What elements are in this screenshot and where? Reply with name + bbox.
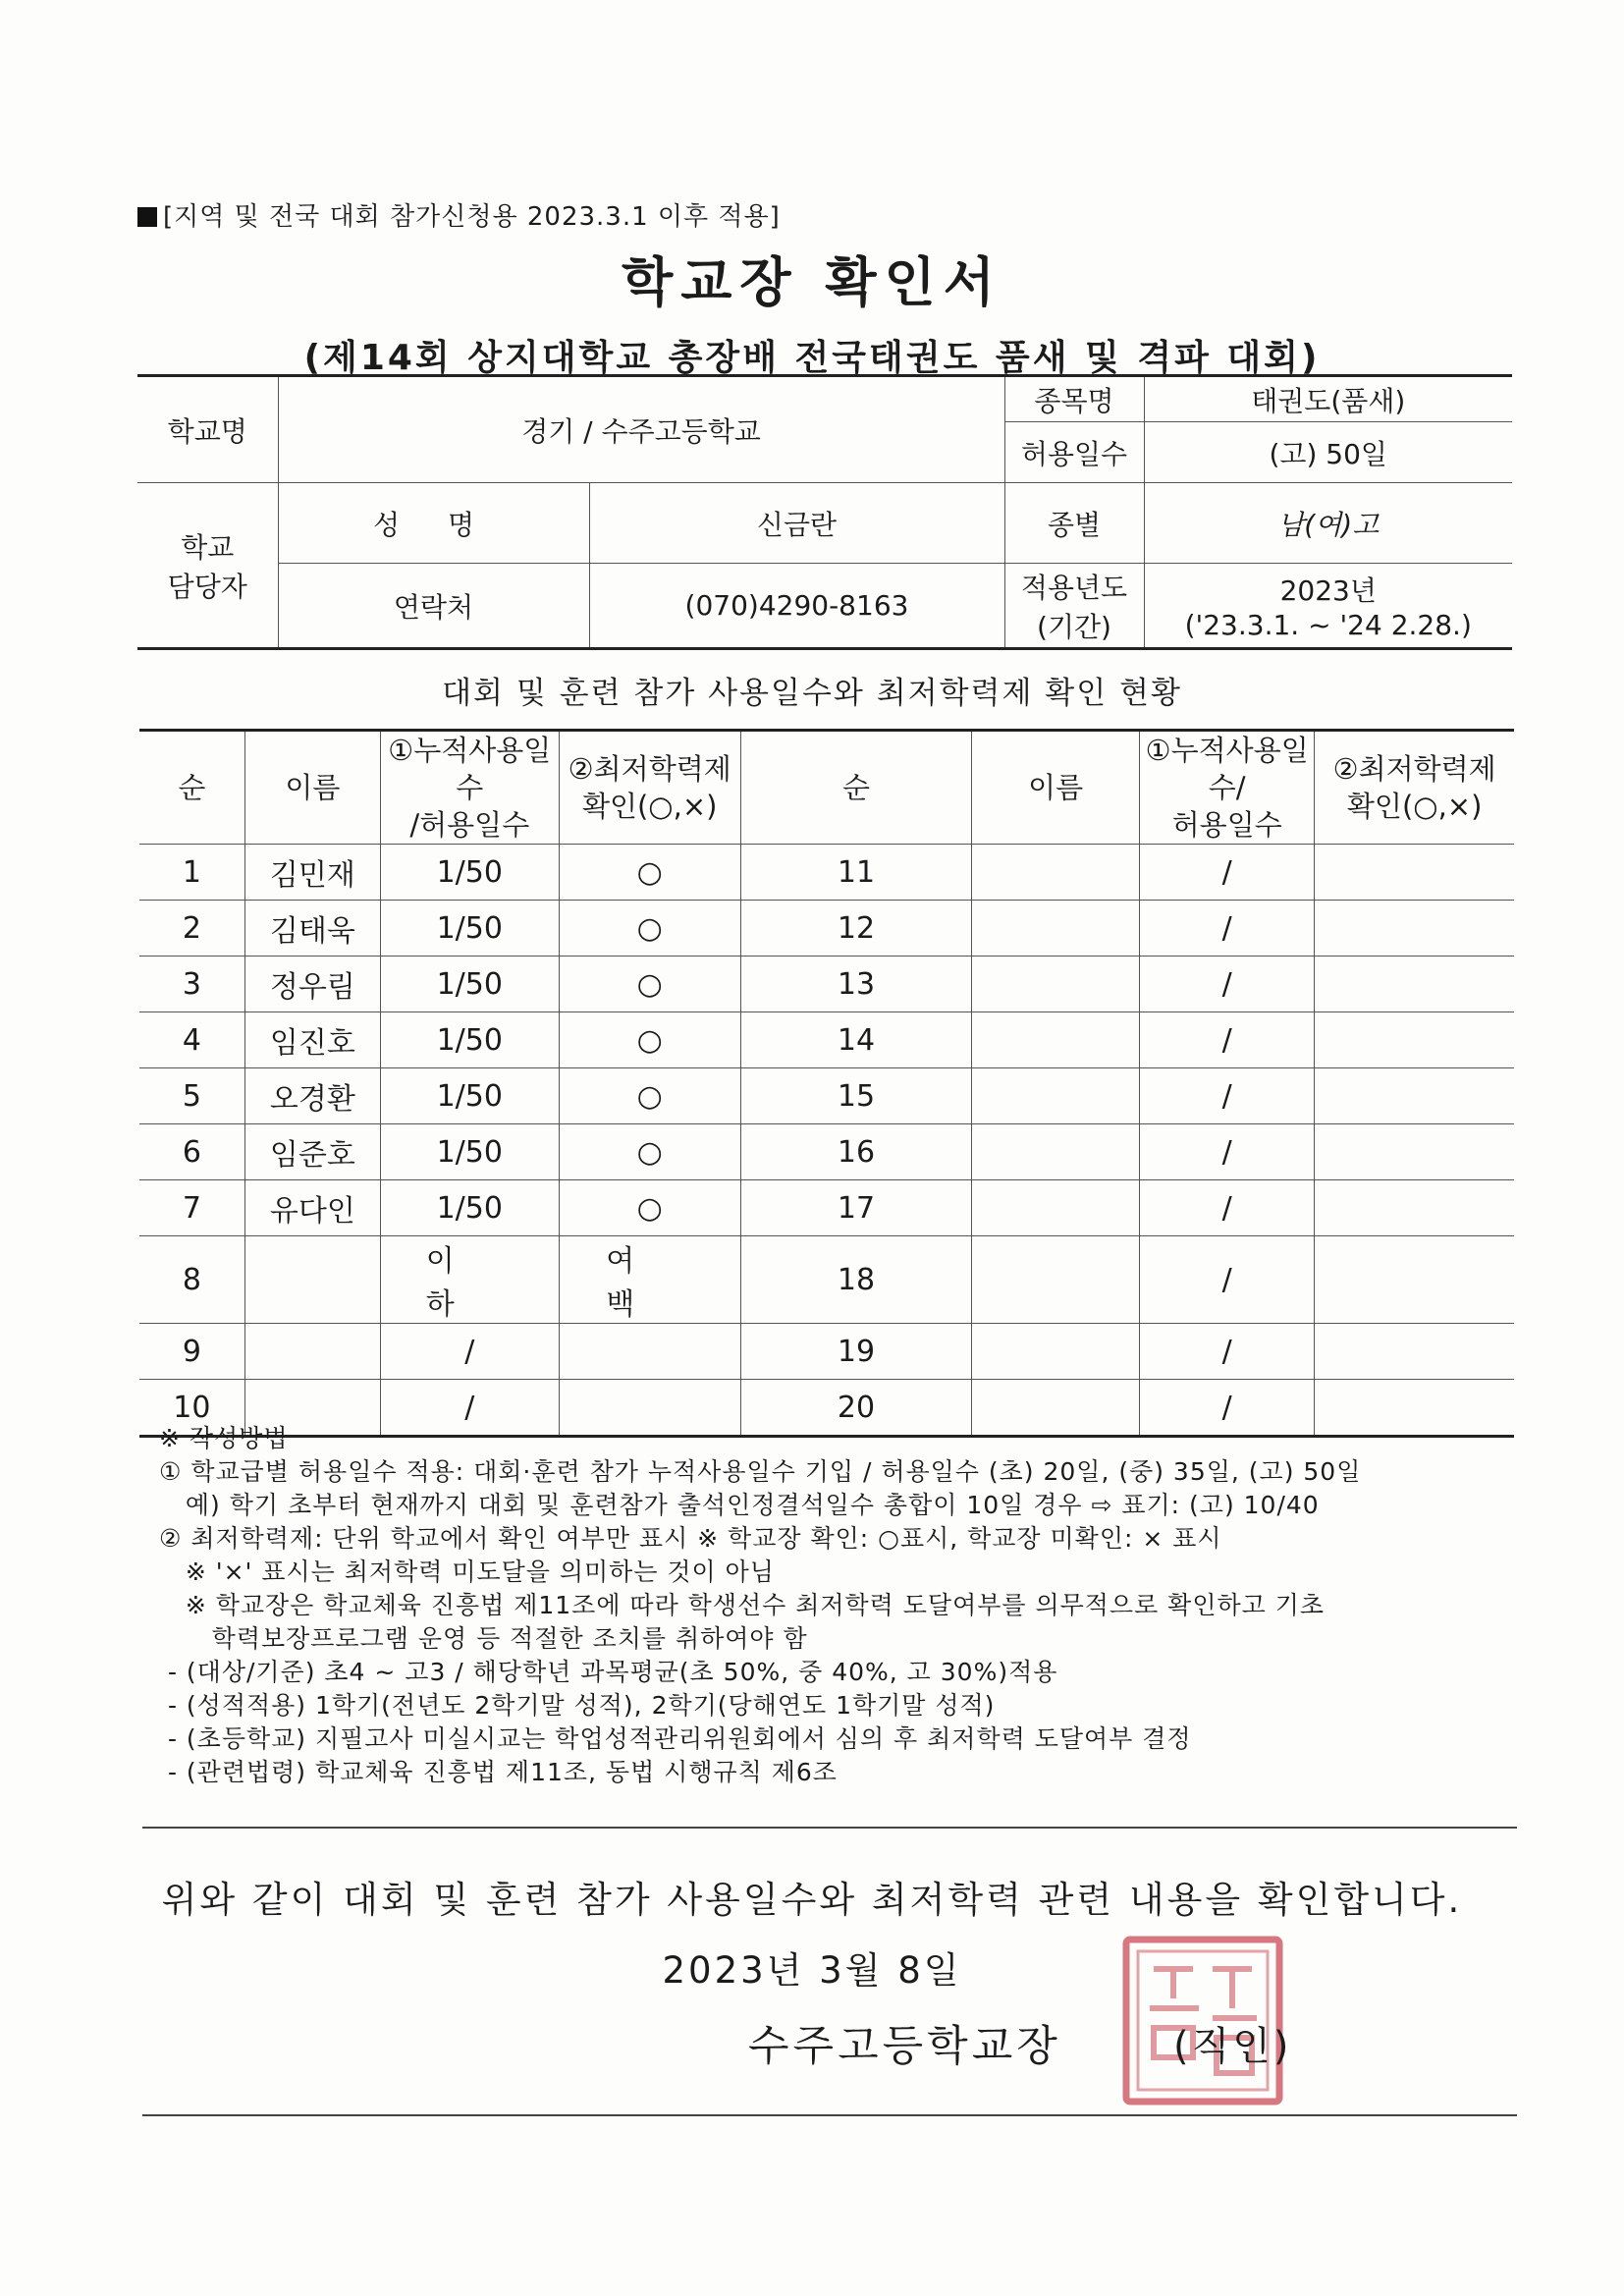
header-check [559, 731, 740, 845]
cell-no: 9 [139, 1324, 244, 1380]
cell-days-r: / [1140, 1068, 1315, 1124]
cell-check: ○ [559, 1068, 740, 1124]
table-row [139, 1324, 1514, 1380]
cell-no-r: 11 [740, 845, 971, 901]
cell-check-r [1315, 1324, 1514, 1380]
cell-name: 임진호 [244, 1012, 380, 1068]
cell-check-r [1315, 901, 1514, 957]
cell-no-r: 14 [740, 1012, 971, 1068]
note-line: 예) 학기 초부터 현재까지 대회 및 훈련참가 출석인정결석일수 총합이 10일 경우 ⇨ 표기: (고) 10/40 [159, 1491, 1320, 1519]
event-label: 종목명 [1004, 376, 1144, 422]
cell-check-r [1315, 1012, 1514, 1068]
cell-no: 4 [139, 1012, 244, 1068]
cell-check: ○ [559, 1012, 740, 1068]
year-label-line2: (기간) [1037, 610, 1111, 643]
note-line: - (대상/기준) 초4 ~ 고3 / 해당학년 과목평균(초 50%, 중 40%, 고 30%)적용 [159, 1658, 1058, 1686]
note-line: ※ '×' 표시는 최저학력 미도달을 의미하는 것이 아님 [159, 1558, 775, 1586]
status-title: 대회 및 훈련 참가 사용일수와 최저학력제 확인 현황 [442, 676, 1182, 711]
contact-value: (070)4290-8163 [589, 564, 1004, 649]
header-days-line2: /허용일수 [409, 808, 530, 842]
cell-check-r [1315, 845, 1514, 901]
cell-no: 5 [139, 1068, 244, 1124]
cell-name-r [972, 1236, 1140, 1324]
manager-label-line1: 학교 [181, 530, 235, 564]
header-check-line1: ②최저학력제 [568, 752, 731, 786]
cell-days: 1/50 [380, 845, 559, 901]
participants-table [139, 729, 1514, 1438]
cell-no-r: 12 [740, 901, 971, 957]
manager-label-line2: 담당자 [167, 570, 247, 603]
table-row [139, 957, 1514, 1012]
cell-name-r [972, 1180, 1140, 1236]
cell-name [244, 1324, 380, 1380]
cell-days-r: / [1140, 1380, 1315, 1437]
table-body [139, 845, 1514, 1437]
school-label: 학교명 [137, 376, 278, 483]
year-value-line2: ('23.3.1. ~ '24 2.28.) [1184, 609, 1472, 641]
table-row [139, 1180, 1514, 1236]
cell-days: 1/50 [380, 1124, 559, 1180]
school-value: 경기 / 수주고등학교 [278, 376, 1004, 483]
table-row [139, 1012, 1514, 1068]
cell-no-r: 16 [740, 1124, 971, 1180]
cell-no: 1 [139, 845, 244, 901]
name-value: 신금란 [589, 483, 1004, 564]
header-name-right: 이름 [972, 731, 1140, 845]
notice-text: [지역 및 전국 대회 참가신청용 2023.3.1 이후 적용] [163, 202, 781, 232]
table-row [139, 1068, 1514, 1124]
cell-name-r [972, 901, 1140, 957]
header-check-right-line1: ②최저학력제 [1332, 752, 1496, 786]
cell-no-r: 18 [740, 1236, 971, 1324]
note-line: 학력보장프로그램 운영 등 적절한 조치를 취하여야 함 [159, 1624, 808, 1653]
cell-check: ○ [559, 1180, 740, 1236]
cell-days: / [380, 1380, 559, 1437]
cell-name: 정우림 [244, 957, 380, 1012]
name-label: 성 명 [278, 483, 589, 564]
cell-name-r [972, 1324, 1140, 1380]
header-no: 순 [139, 731, 244, 845]
contact-label: 연락처 [278, 564, 589, 649]
cell-name [244, 1236, 380, 1324]
year-label [1004, 564, 1144, 649]
cell-no: 2 [139, 901, 244, 957]
cell-no-r: 15 [740, 1068, 971, 1124]
cell-days-r: / [1140, 845, 1315, 901]
cell-days-r: / [1140, 1180, 1315, 1236]
cell-days: 1/50 [380, 1180, 559, 1236]
cell-no-r: 13 [740, 957, 971, 1012]
document-subtitle: (제14회 상지대학교 총장배 전국태권도 품새 및 격파 대회) [303, 338, 1321, 378]
cell-check-r [1315, 957, 1514, 1012]
writing-instructions [159, 1422, 1534, 1789]
header-days-right-line2: 허용일수 [1171, 808, 1282, 842]
cell-days: 이 하 [380, 1236, 559, 1324]
header-check-line2: 확인(○,×) [581, 790, 718, 823]
principal-name: 수주고등학교장 [748, 2022, 1061, 2071]
divider-bottom [142, 2114, 1517, 2116]
header-name: 이름 [244, 731, 380, 845]
cell-days: 1/50 [380, 1012, 559, 1068]
note-line: ① 학교급별 허용일수 적용: 대회·훈련 참가 누적사용일수 기입 / 허용일수 (초) 20일, (중) 35일, (고) 50일 [159, 1457, 1362, 1486]
cell-no-r: 20 [740, 1380, 971, 1437]
table-row [139, 845, 1514, 901]
cell-check-r [1315, 1236, 1514, 1324]
cell-days-r: / [1140, 1124, 1315, 1180]
cell-check: ○ [559, 1124, 740, 1180]
note-line: ※ 작성방법 [159, 1424, 289, 1452]
cell-check [559, 1324, 740, 1380]
cell-no: 10 [139, 1380, 244, 1437]
cell-name-r [972, 1124, 1140, 1180]
cell-no-r: 17 [740, 1180, 971, 1236]
cell-name: 유다인 [244, 1180, 380, 1236]
cell-days: 1/50 [380, 957, 559, 1012]
document-title: 학교장 확인서 [622, 251, 1002, 313]
table-row [139, 901, 1514, 957]
cell-no: 8 [139, 1236, 244, 1324]
cell-check: ○ [559, 957, 740, 1012]
cell-no-r: 19 [740, 1324, 971, 1380]
square-bullet-icon [137, 207, 157, 227]
seal-label: (직인) [1173, 2024, 1292, 2069]
cell-no: 6 [139, 1124, 244, 1180]
divider-top [142, 1827, 1517, 1829]
table-row [139, 1124, 1514, 1180]
cell-days: 1/50 [380, 901, 559, 957]
cell-days-r: / [1140, 1012, 1315, 1068]
form-notice [137, 196, 781, 233]
manager-label [137, 483, 278, 649]
table-header-row [139, 731, 1514, 845]
note-line: - (관련법령) 학교체육 진흥법 제11조, 동법 시행규칙 제6조 [159, 1758, 838, 1786]
note-line: ② 최저학력제: 단위 학교에서 확인 여부만 표시 ※ 학교장 확인: ○표시, 학교장 미확인: × 표시 [159, 1524, 1222, 1553]
header-check-right-line2: 확인(○,×) [1346, 790, 1483, 823]
year-label-line1: 적용년도 [1020, 571, 1128, 604]
allowed-value: (고) 50일 [1144, 422, 1512, 483]
header-days-right-line1: ①누적사용일수/ [1145, 734, 1309, 804]
info-table [137, 374, 1512, 650]
year-value-line1: 2023년 [1279, 574, 1377, 607]
cell-check: 여 백 [559, 1236, 740, 1324]
gender-value: 남(여)고 [1144, 483, 1512, 564]
note-line: - (성적적용) 1학기(전년도 2학기말 성적), 2학기(당해연도 1학기말 성적) [159, 1691, 996, 1720]
cell-days-r: / [1140, 1236, 1315, 1324]
cell-name: 김태욱 [244, 901, 380, 957]
header-days-right [1140, 731, 1315, 845]
cell-check-r [1315, 1068, 1514, 1124]
cell-name-r [972, 1068, 1140, 1124]
header-check-right [1315, 731, 1514, 845]
cell-name: 임준호 [244, 1124, 380, 1180]
cell-name-r [972, 957, 1140, 1012]
cell-days-r: / [1140, 1324, 1315, 1380]
note-line: ※ 학교장은 학교체육 진흥법 제11조에 따라 학생선수 최저학력 도달여부를 의무적으로 확인하고 기초 [159, 1591, 1326, 1619]
cell-check: ○ [559, 901, 740, 957]
confirm-statement: 위와 같이 대회 및 훈련 참가 사용일수와 최저학력 관련 내용을 확인합니다. [161, 1879, 1463, 1921]
cell-name-r [972, 1012, 1140, 1068]
event-value: 태권도(품새) [1144, 376, 1512, 422]
gender-label: 종별 [1004, 483, 1144, 564]
cell-days: 1/50 [380, 1068, 559, 1124]
cell-name: 오경환 [244, 1068, 380, 1124]
header-days-line1: ①누적사용일수 [388, 734, 552, 804]
year-value [1144, 564, 1512, 649]
table-row [139, 1236, 1514, 1324]
header-days [380, 731, 559, 845]
allowed-label: 허용일수 [1004, 422, 1144, 483]
cell-check-r [1315, 1180, 1514, 1236]
cell-days-r: / [1140, 957, 1315, 1012]
cell-no: 7 [139, 1180, 244, 1236]
cell-name: 김민재 [244, 845, 380, 901]
cell-no: 3 [139, 957, 244, 1012]
issue-date: 2023년 3월 8일 [662, 1949, 962, 1992]
cell-days-r: / [1140, 901, 1315, 957]
cell-check: ○ [559, 845, 740, 901]
cell-name-r [972, 845, 1140, 901]
cell-days: / [380, 1324, 559, 1380]
header-no-right: 순 [740, 731, 971, 845]
note-line: - (초등학교) 지필고사 미실시교는 학업성적관리위원회에서 심의 후 최저학력 도달여부 결정 [159, 1724, 1192, 1753]
cell-check-r [1315, 1124, 1514, 1180]
